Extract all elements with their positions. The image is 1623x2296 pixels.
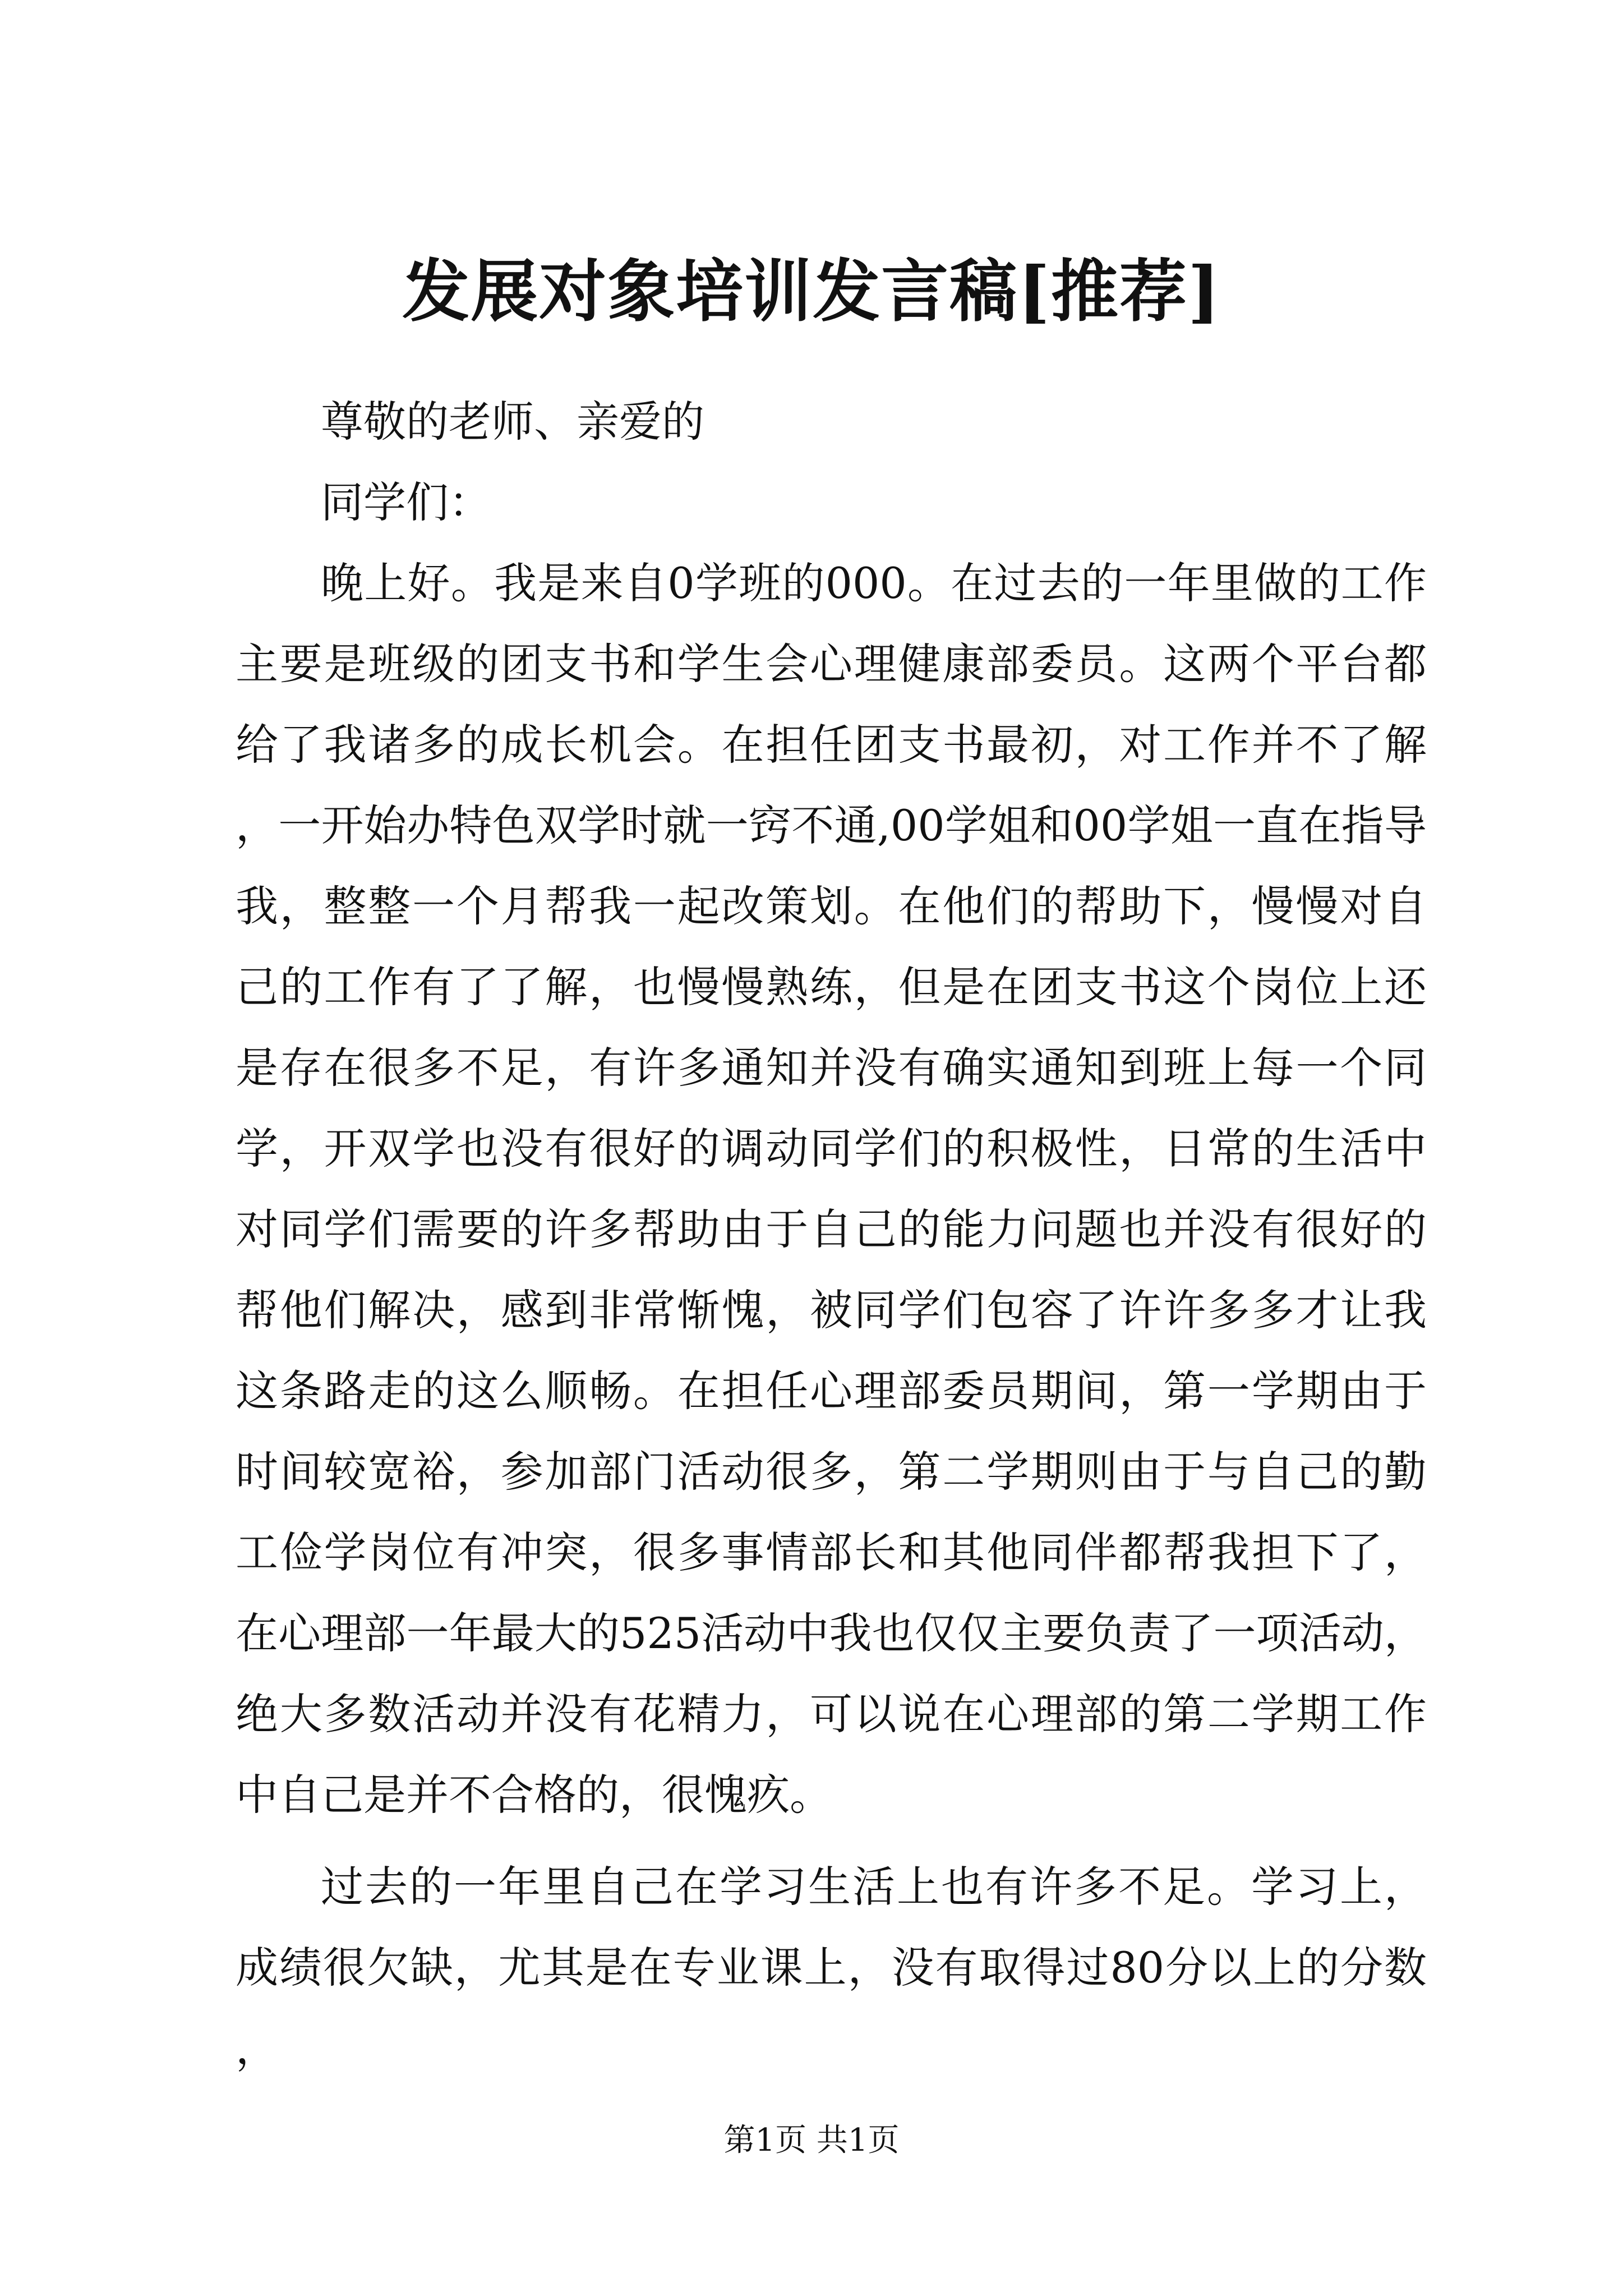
paragraph-study-life: 过去的一年里自己在学习生活上也有许多不足。学习上，成绩很欠缺，尤其是在专业课上，没有取得过80分以上的分数， <box>236 1862 1427 2073</box>
paragraph-work-experience: 晚上好。我是来自0学班的000。在过去的一年里做的工作主要是班级的团支书和学生会心理健康部委员。这两个平台都给了我诸多的成长机会。在担任团支书最初，对工作并不了解，一开始办特色双学时就一窍不通,00学姐和00学姐一直在指导我，整整一个月帮我一起改策划。在他们的帮助下，慢慢对自己的工作有了了解，也慢慢熟练，但是在团支书这个岗位上还是存在很多不足，有许多通知并没有确实通知到班上每一个同学，开双学也没有很好的调动同学们的积极性，日常的生活中对同学们需要的许多帮助由于自己的能力问题也并没有很好的帮他们解决，感到非常惭愧，被同学们包容了许许多多才让我这条路走的这么顺畅。在担任心理部委员期间，第一学期由于时间较宽裕，参加部门活动很多，第二学期则由于与自己的勤工俭学岗位有冲突，很多事情部长和其他同伴都帮我担下了，在心理部一年最大的525活动中我也仅仅主要负责了一项活动，绝大多数活动并没有花精力，可以说在心理部的第二学期工作中自己是并不合格的，很愧疚。 <box>236 558 1427 1820</box>
salutation-line-2: 同学们： <box>321 477 491 527</box>
salutation-line-1: 尊敬的老师、亲爱的 <box>321 397 704 447</box>
document-title: 发展对象培训发言稿[推荐] <box>402 252 1221 331</box>
document-body <box>236 381 1427 2089</box>
page-footer: 第1页 共1页 <box>723 2122 900 2159</box>
